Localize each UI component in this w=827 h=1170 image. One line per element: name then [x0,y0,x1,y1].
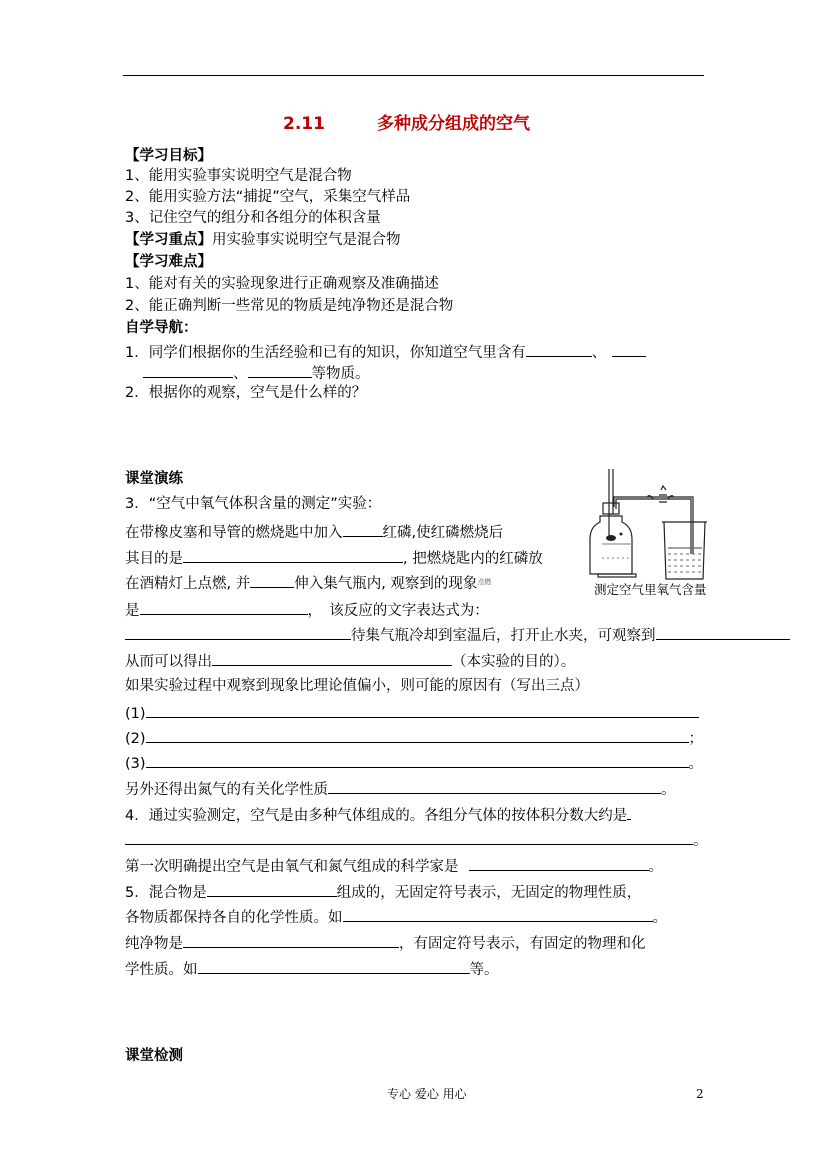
answer-blank[interactable] [198,958,470,974]
line-text: , 把燃烧匙内的红磷放 [403,551,543,567]
practice-line [125,906,667,928]
practice-line [125,932,646,954]
answer-blank[interactable] [328,778,661,794]
line-text: 另外还得出氮气的有关化学性质 [125,782,328,798]
answer-blank[interactable] [343,521,383,537]
goal-item: 3、记住空气的组分和各组分的体积含量 [125,210,381,226]
figure-caption: 测定空气里氧气含量 [594,582,707,597]
line-text: ，有固定符号表示，有固定的物理和化 [399,936,646,952]
goal-item: 2、能用实验方法“捕捉”空气，采集空气样品 [125,189,411,205]
practice-line [125,855,663,877]
goal-item: 1、能用实验事实说明空气是混合物 [125,168,352,184]
reason-3 [125,752,703,774]
reason-1 [125,702,699,724]
answer-blank[interactable] [343,906,653,922]
answer-blank[interactable] [627,804,631,820]
difficulty-heading: 【学习难点】 [125,254,212,270]
answer-blank[interactable] [612,341,646,357]
answer-blank[interactable] [143,362,233,378]
line-text: 红磷,使红磷燃烧后 [382,525,504,541]
key-point-text: 用实验事实说明空气是混合物 [212,232,401,248]
punctuation: 。 [648,859,663,875]
reason-number: (2) [125,731,146,747]
punctuation: 。 [693,833,708,849]
question-2: 2．根据你的观察，空气是什么样的？ [125,385,367,401]
page-number: 2 [696,1087,704,1101]
answer-blank[interactable] [207,881,337,897]
answer-blank[interactable] [146,752,689,768]
answer-blank[interactable] [125,624,351,640]
answer-blank[interactable] [248,362,312,378]
difficulty-item: 1、能对有关的实验现象进行正确观察及准确描述 [125,276,439,292]
line-text: 5．混合物是 [125,885,207,901]
line-text: 待集气瓶冷却到室温后，打开止水夹，可观察到 [351,628,656,644]
answer-blank[interactable] [212,650,452,666]
section-number: 2.11 [283,114,325,134]
separator: 、 [233,366,248,382]
check-heading: 课堂检测 [125,1048,183,1064]
line-text: 第一次明确提出空气是由氧气和氮气组成的科学家是 [125,859,459,875]
punctuation: 。 [661,782,676,798]
answer-blank[interactable] [526,341,592,357]
question-5 [125,881,641,903]
answer-blank[interactable] [250,572,294,588]
punctuation: 。 [652,910,667,926]
practice-line [125,547,543,569]
question-4-cont [125,829,708,851]
difficulty-item: 2、能正确判断一些常见的物质是纯净物还是混合物 [125,298,454,314]
line-text: 组成的，无固定符号表示，无固定的物理性质， [336,885,642,901]
reason-number: (3) [125,756,146,772]
reason-number: (1) [125,706,146,722]
practice-line [125,599,489,621]
line-text: （本实验的目的）。 [452,654,576,670]
answer-blank[interactable] [146,727,689,743]
answer-blank[interactable] [656,624,790,640]
line-text: 从而可以得出 [125,654,212,670]
line-text: 是 [125,603,140,619]
line-text: 等。 [469,962,499,978]
self-study-heading: 自学导航： [125,320,198,336]
goals-heading: 【学习目标】 [125,148,212,164]
line-text: 在带橡皮塞和导管的燃烧匙中加入 [125,525,343,541]
answer-blank[interactable] [183,932,399,948]
question-1-cont [143,362,370,384]
line-text: 4．通过实验测定，空气是由多种气体组成的。各组分气体的按体积分数大约是 [125,808,628,824]
practice-heading: 课堂演练 [125,471,183,487]
line-text: 伸入集气瓶内, 观察到的现象 [294,576,478,592]
line-text: 各物质都保持各自的化学性质。如 [125,910,343,926]
punctuation: ； [688,731,704,747]
answer-blank[interactable] [469,855,649,871]
line-text: 纯净物是 [125,936,183,952]
title-text: 多种成分组成的空气 [376,114,530,134]
practice-line [125,650,575,672]
small-label: 点燃 [477,578,492,586]
practice-line: 如果实验过程中观察到现象比理论值偏小，则可能的原因有（写出三点） [125,678,589,694]
answer-blank[interactable] [146,702,699,718]
key-point [125,230,401,250]
question-1 [125,341,646,363]
question-text: 1．同学们根据你的生活经验和已有的知识，你知道空气里含有 [125,345,526,361]
practice-line [125,521,503,543]
footer-motto: 专心 爱心 用心 [387,1087,467,1101]
practice-line [125,624,790,646]
question-3-title: 3．“空气中氧气体积含量的测定”实验： [125,496,382,512]
answer-blank[interactable] [183,547,403,563]
reason-2 [125,727,703,749]
line-text: 学性质。如 [125,962,198,978]
separator: 、 [591,345,607,361]
answer-blank[interactable] [125,829,693,845]
question-4 [125,804,631,826]
key-point-heading: 【学习重点】 [125,232,212,248]
answer-blank[interactable] [140,599,308,615]
practice-line [125,572,491,594]
line-text: 其目的是 [125,551,183,567]
punctuation: 。 [688,756,704,772]
practice-line [125,778,676,800]
page-title [283,114,530,134]
line-text: ， 该反应的文字表达式为： [307,603,489,619]
question-text: 等物质。 [311,366,370,382]
line-text: 在酒精灯上点燃, 并 [125,576,251,592]
header-rule [123,75,704,76]
practice-line [125,958,499,980]
